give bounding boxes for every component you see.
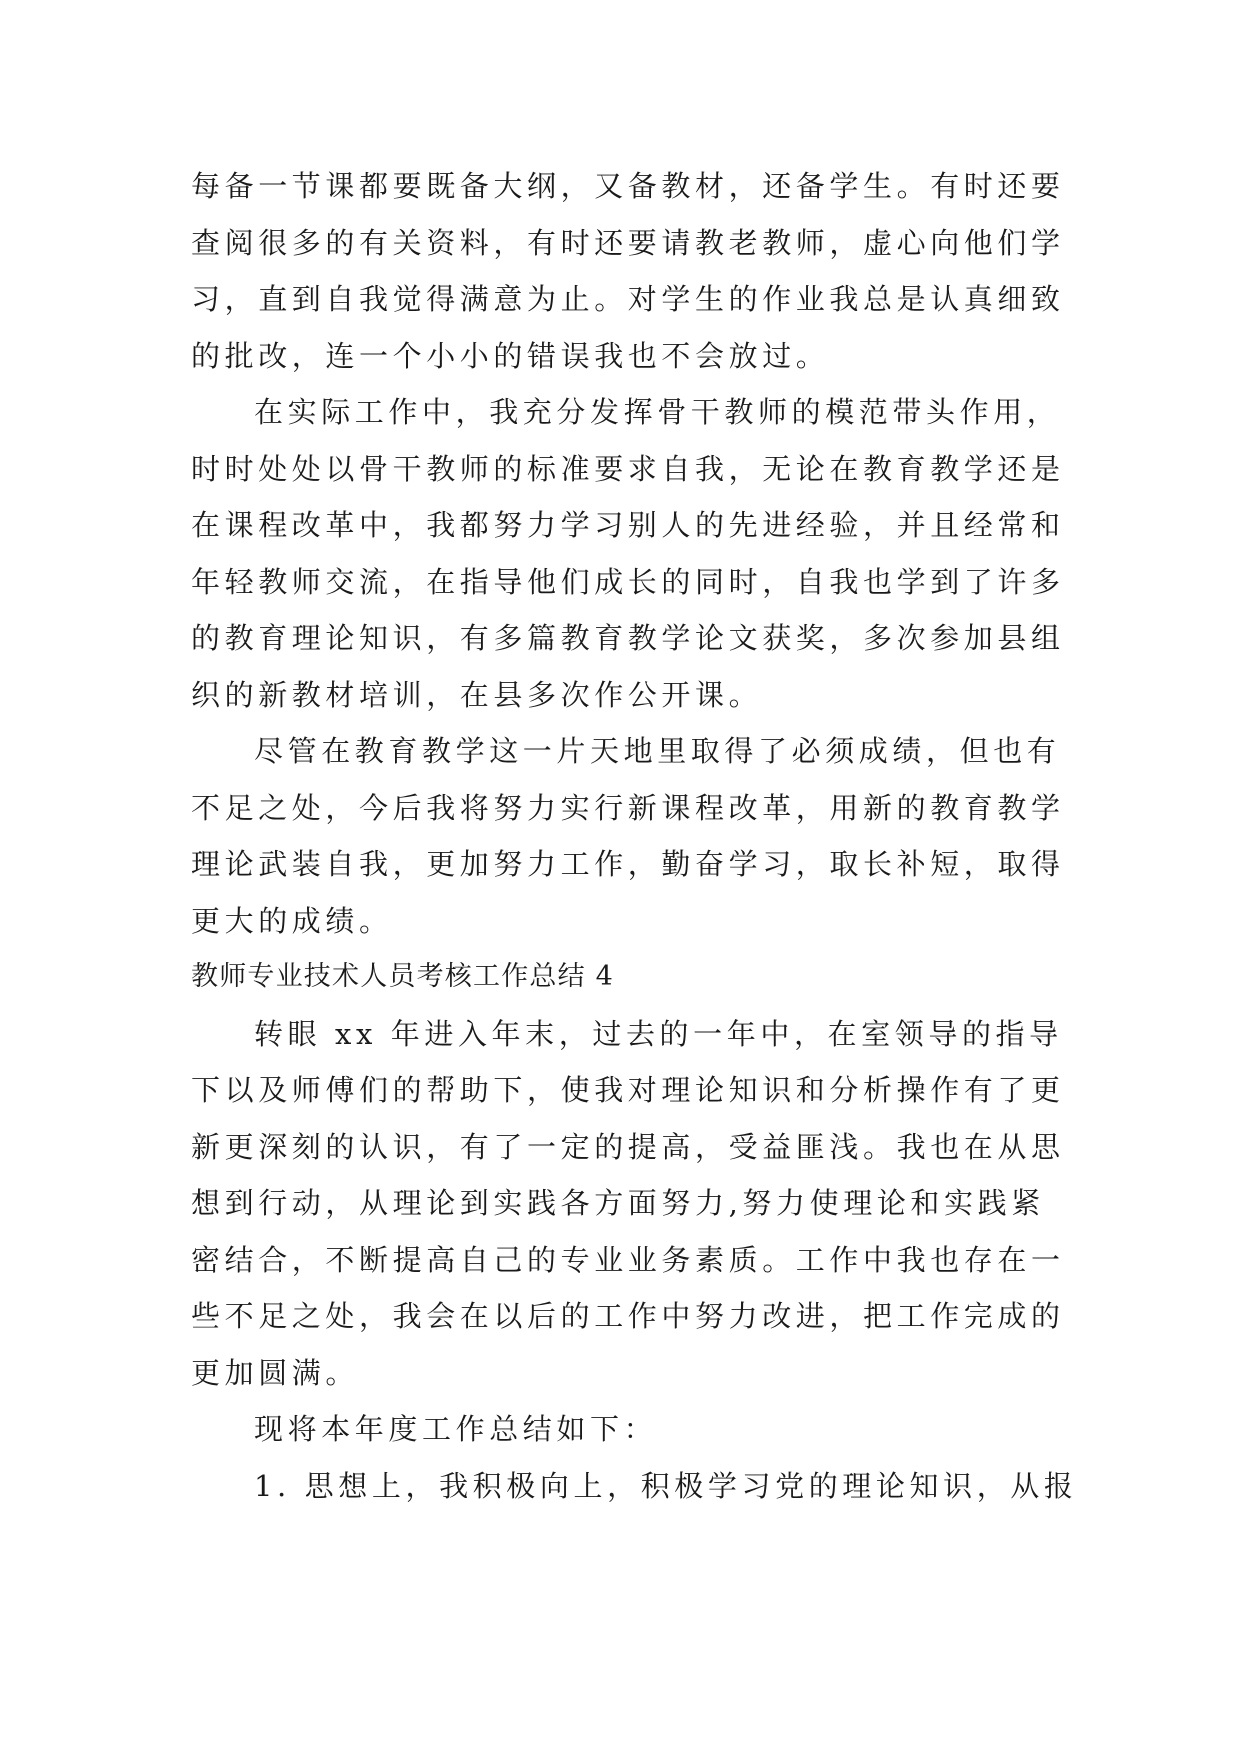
paragraph xyxy=(191,384,1065,723)
document-body xyxy=(191,158,1078,1514)
list-item xyxy=(191,1458,1078,1515)
section-heading: 教师专业技术人员考核工作总结 4 xyxy=(191,961,614,992)
text-line: 每备一节课都要既备大纲，又备教材，还备学生。有时还要 xyxy=(191,169,1065,203)
text-line: 年轻教师交流，在指导他们成长的同时，自我也学到了许多 xyxy=(191,564,1065,599)
text-line: 理论武装自我，更加努力工作，勤奋学习，取长补短，取得 xyxy=(191,847,1065,881)
text-line: 下以及师傅们的帮助下，使我对理论知识和分析操作有了更 xyxy=(191,1073,1065,1107)
text-line: 想到行动，从理论到实践各方面努力,努力使理论和实践紧 xyxy=(191,1186,1045,1220)
text-line: 织的新教材培训，在县多次作公开课。 xyxy=(191,677,763,712)
text-line: 在课程改革中，我都努力学习别人的先进经验，并且经常和 xyxy=(191,508,1065,542)
text-line: 习，直到自我觉得满意为止。对学生的作业我总是认真细致 xyxy=(191,282,1065,316)
paragraph xyxy=(191,158,1065,384)
text-line: 在实际工作中，我充分发挥骨干教师的模范带头作用， xyxy=(254,395,1061,429)
text-line: 转眼 xx 年进入年末，过去的一年中，在室领导的指导 xyxy=(254,1016,1063,1051)
paragraph xyxy=(191,723,1065,949)
text-line: 现将本年度工作总结如下： xyxy=(254,1412,658,1446)
text-line: 查阅很多的有关资料，有时还要请教老教师，虚心向他们学 xyxy=(191,225,1065,260)
text-line: 密结合，不断提高自己的专业业务素质。工作中我也存在一 xyxy=(191,1242,1065,1277)
text-line: 更大的成绩。 xyxy=(191,903,393,938)
paragraph xyxy=(191,1401,1051,1458)
text-line: 1. 思想上，我积极向上，积极学习党的理论知识，从报 xyxy=(254,1468,1078,1503)
text-line: 新更深刻的认识，有了一定的提高，受益匪浅。我也在从思 xyxy=(191,1129,1065,1164)
text-line: 不足之处，今后我将努力实行新课程改革，用新的教育教学 xyxy=(191,790,1065,825)
text-line: 更加圆满。 xyxy=(191,1355,360,1390)
text-line: 的批改，连一个小小的错误我也不会放过。 xyxy=(191,338,830,373)
text-line: 些不足之处，我会在以后的工作中努力改进，把工作完成的 xyxy=(191,1299,1065,1333)
paragraph xyxy=(191,1006,1065,1402)
text-line: 的教育理论知识，有多篇教育教学论文获奖，多次参加县组 xyxy=(191,621,1065,655)
text-line: 尽管在教育教学这一片天地里取得了必须成绩，但也有 xyxy=(254,734,1061,768)
text-line: 时时处处以骨干教师的标准要求自我，无论在教育教学还是 xyxy=(191,451,1065,486)
